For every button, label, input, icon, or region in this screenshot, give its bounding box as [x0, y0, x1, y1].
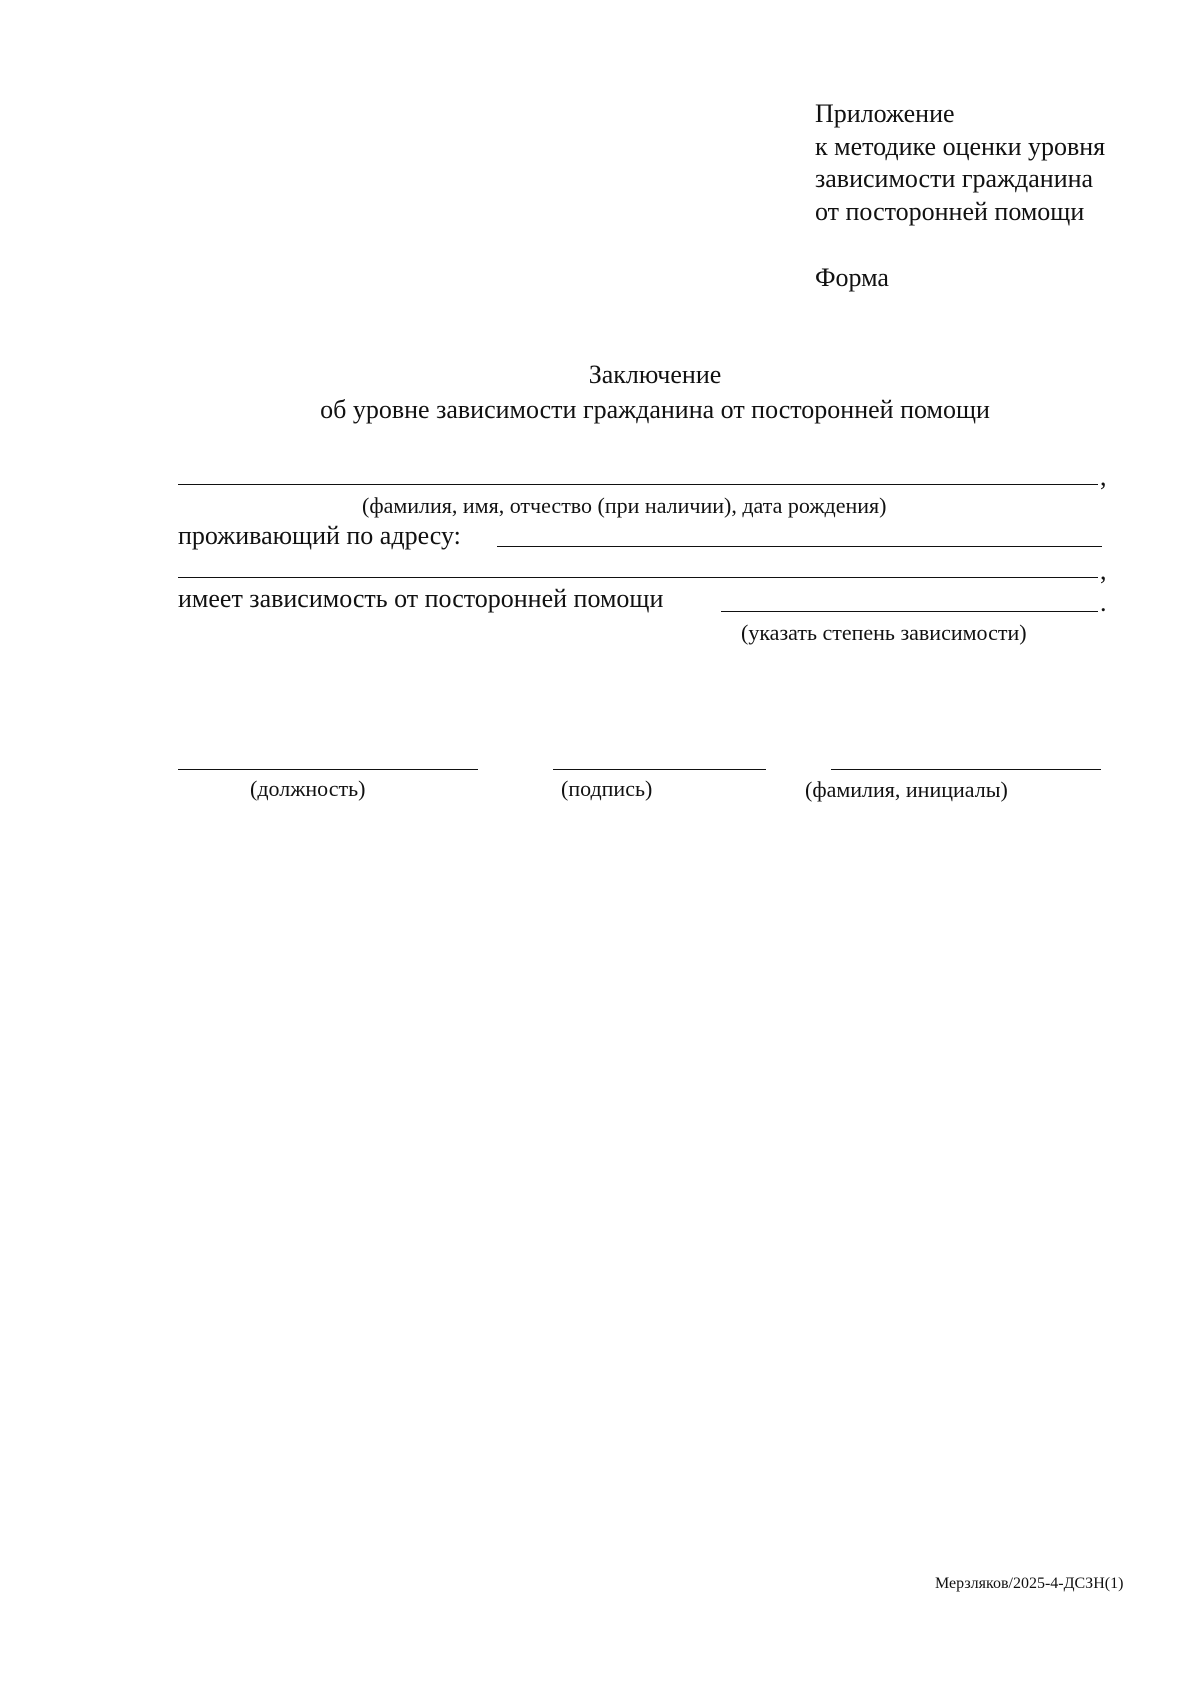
document-subtitle: об уровне зависимости гражданина от посторонней помощи [320, 395, 990, 424]
address-blank-line-2[interactable] [178, 577, 1098, 578]
appendix-header [815, 98, 1105, 228]
dependency-blank-line[interactable] [721, 611, 1098, 612]
name-comma: , [1100, 462, 1107, 491]
appendix-line-2: к методике оценки уровня [815, 131, 1106, 161]
appendix-line-3: зависимости гражданина [815, 164, 1094, 193]
position-blank-line[interactable] [178, 769, 478, 770]
name-blank-line[interactable] [178, 484, 1098, 485]
full-name-caption: (фамилия, инициалы) [805, 777, 1008, 802]
footer-reference: Мерзляков/2025-4-ДСЗН(1) [935, 1575, 1124, 1592]
address-label: проживающий по адресу: [178, 521, 461, 550]
name-caption: (фамилия, имя, отчество (при наличии), дата рождения) [362, 493, 887, 518]
form-label: Форма [815, 263, 889, 292]
signature-caption: (подпись) [561, 776, 653, 801]
full-name-blank-line[interactable] [831, 769, 1101, 770]
address-blank-line-1[interactable] [497, 546, 1102, 547]
dependency-caption: (указать степень зависимости) [741, 620, 1027, 645]
document-title: Заключение [588, 360, 722, 389]
appendix-line-4: от посторонней помощи [815, 196, 1085, 226]
dependency-period: . [1100, 588, 1107, 617]
address-comma: , [1100, 556, 1107, 585]
position-caption: (должность) [250, 776, 366, 801]
appendix-line-1: Приложение [815, 99, 955, 128]
dependency-label: имеет зависимость от посторонней помощи [178, 584, 664, 613]
signature-blank-line[interactable] [553, 769, 766, 770]
